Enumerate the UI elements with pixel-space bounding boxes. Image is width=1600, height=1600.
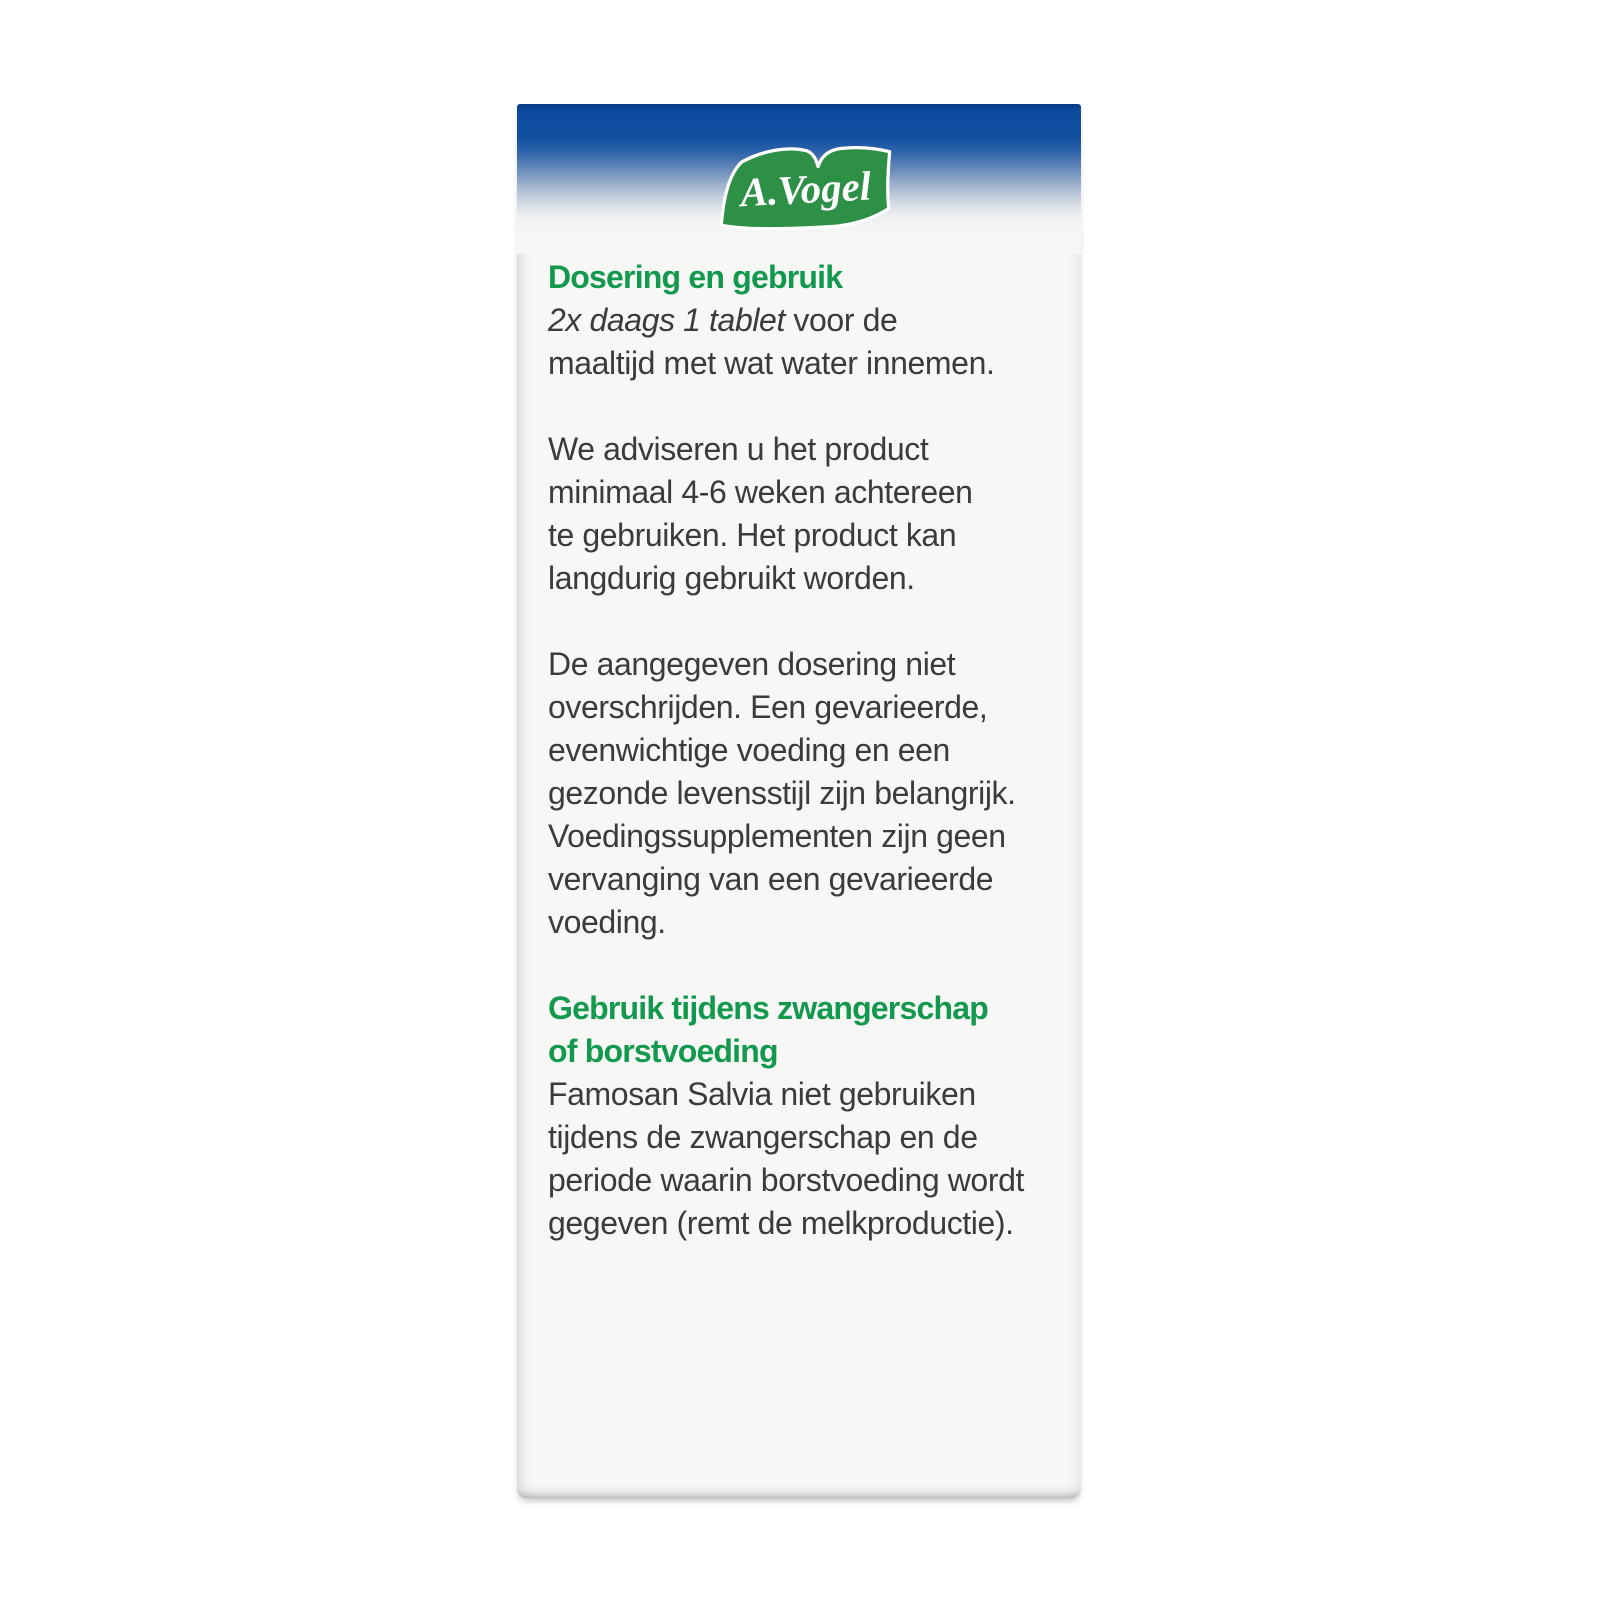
- package-side-panel: [517, 104, 1081, 1498]
- pregnancy-heading-line-2: of borstvoeding: [548, 1033, 778, 1069]
- dosage-line-1: [548, 299, 1051, 342]
- label-text-content: [548, 256, 1051, 1288]
- dosage-line-2: maaltijd met wat water innemen.: [548, 345, 995, 381]
- pregnancy-line: periode waarin borstvoeding wordt: [548, 1162, 1024, 1198]
- pregnancy-line: tijdens de zwangerschap en de: [548, 1119, 978, 1155]
- dosage-section: [548, 256, 1051, 385]
- dosage-amount: 2x daags 1 tablet: [548, 302, 785, 338]
- warning-line: overschrijden. Een gevarieerde,: [548, 689, 988, 725]
- avogel-logo: [713, 144, 899, 232]
- advice-line: minimaal 4-6 weken achtereen: [548, 474, 973, 510]
- pregnancy-heading-line-1: Gebruik tijdens zwangerschap: [548, 990, 988, 1026]
- warning-line: vervanging van een gevarieerde: [548, 861, 994, 897]
- warning-line: De aangegeven dosering niet: [548, 646, 956, 682]
- pregnancy-section: [548, 987, 1051, 1245]
- advice-line: We adviseren u het product: [548, 431, 929, 467]
- pregnancy-line: gegeven (remt de melkproductie).: [548, 1205, 1014, 1241]
- warning-line: Voedingssupplementen zijn geen: [548, 818, 1006, 854]
- dosage-line-1-rest: voor de: [784, 302, 898, 338]
- dosage-heading: Dosering en gebruik: [548, 259, 843, 295]
- warning-line: evenwichtige voeding en een: [548, 732, 950, 768]
- logo-text: A.Vogel: [739, 163, 873, 216]
- warning-line: gezonde levensstijl zijn belangrijk.: [548, 775, 1016, 811]
- warning-paragraph: [548, 643, 1051, 944]
- advice-line: langdurig gebruikt worden.: [548, 560, 915, 596]
- advice-line: te gebruiken. Het product kan: [548, 517, 957, 553]
- pregnancy-line: Famosan Salvia niet gebruiken: [548, 1076, 976, 1112]
- warning-line: voeding.: [548, 904, 666, 940]
- advice-paragraph: [548, 428, 1051, 600]
